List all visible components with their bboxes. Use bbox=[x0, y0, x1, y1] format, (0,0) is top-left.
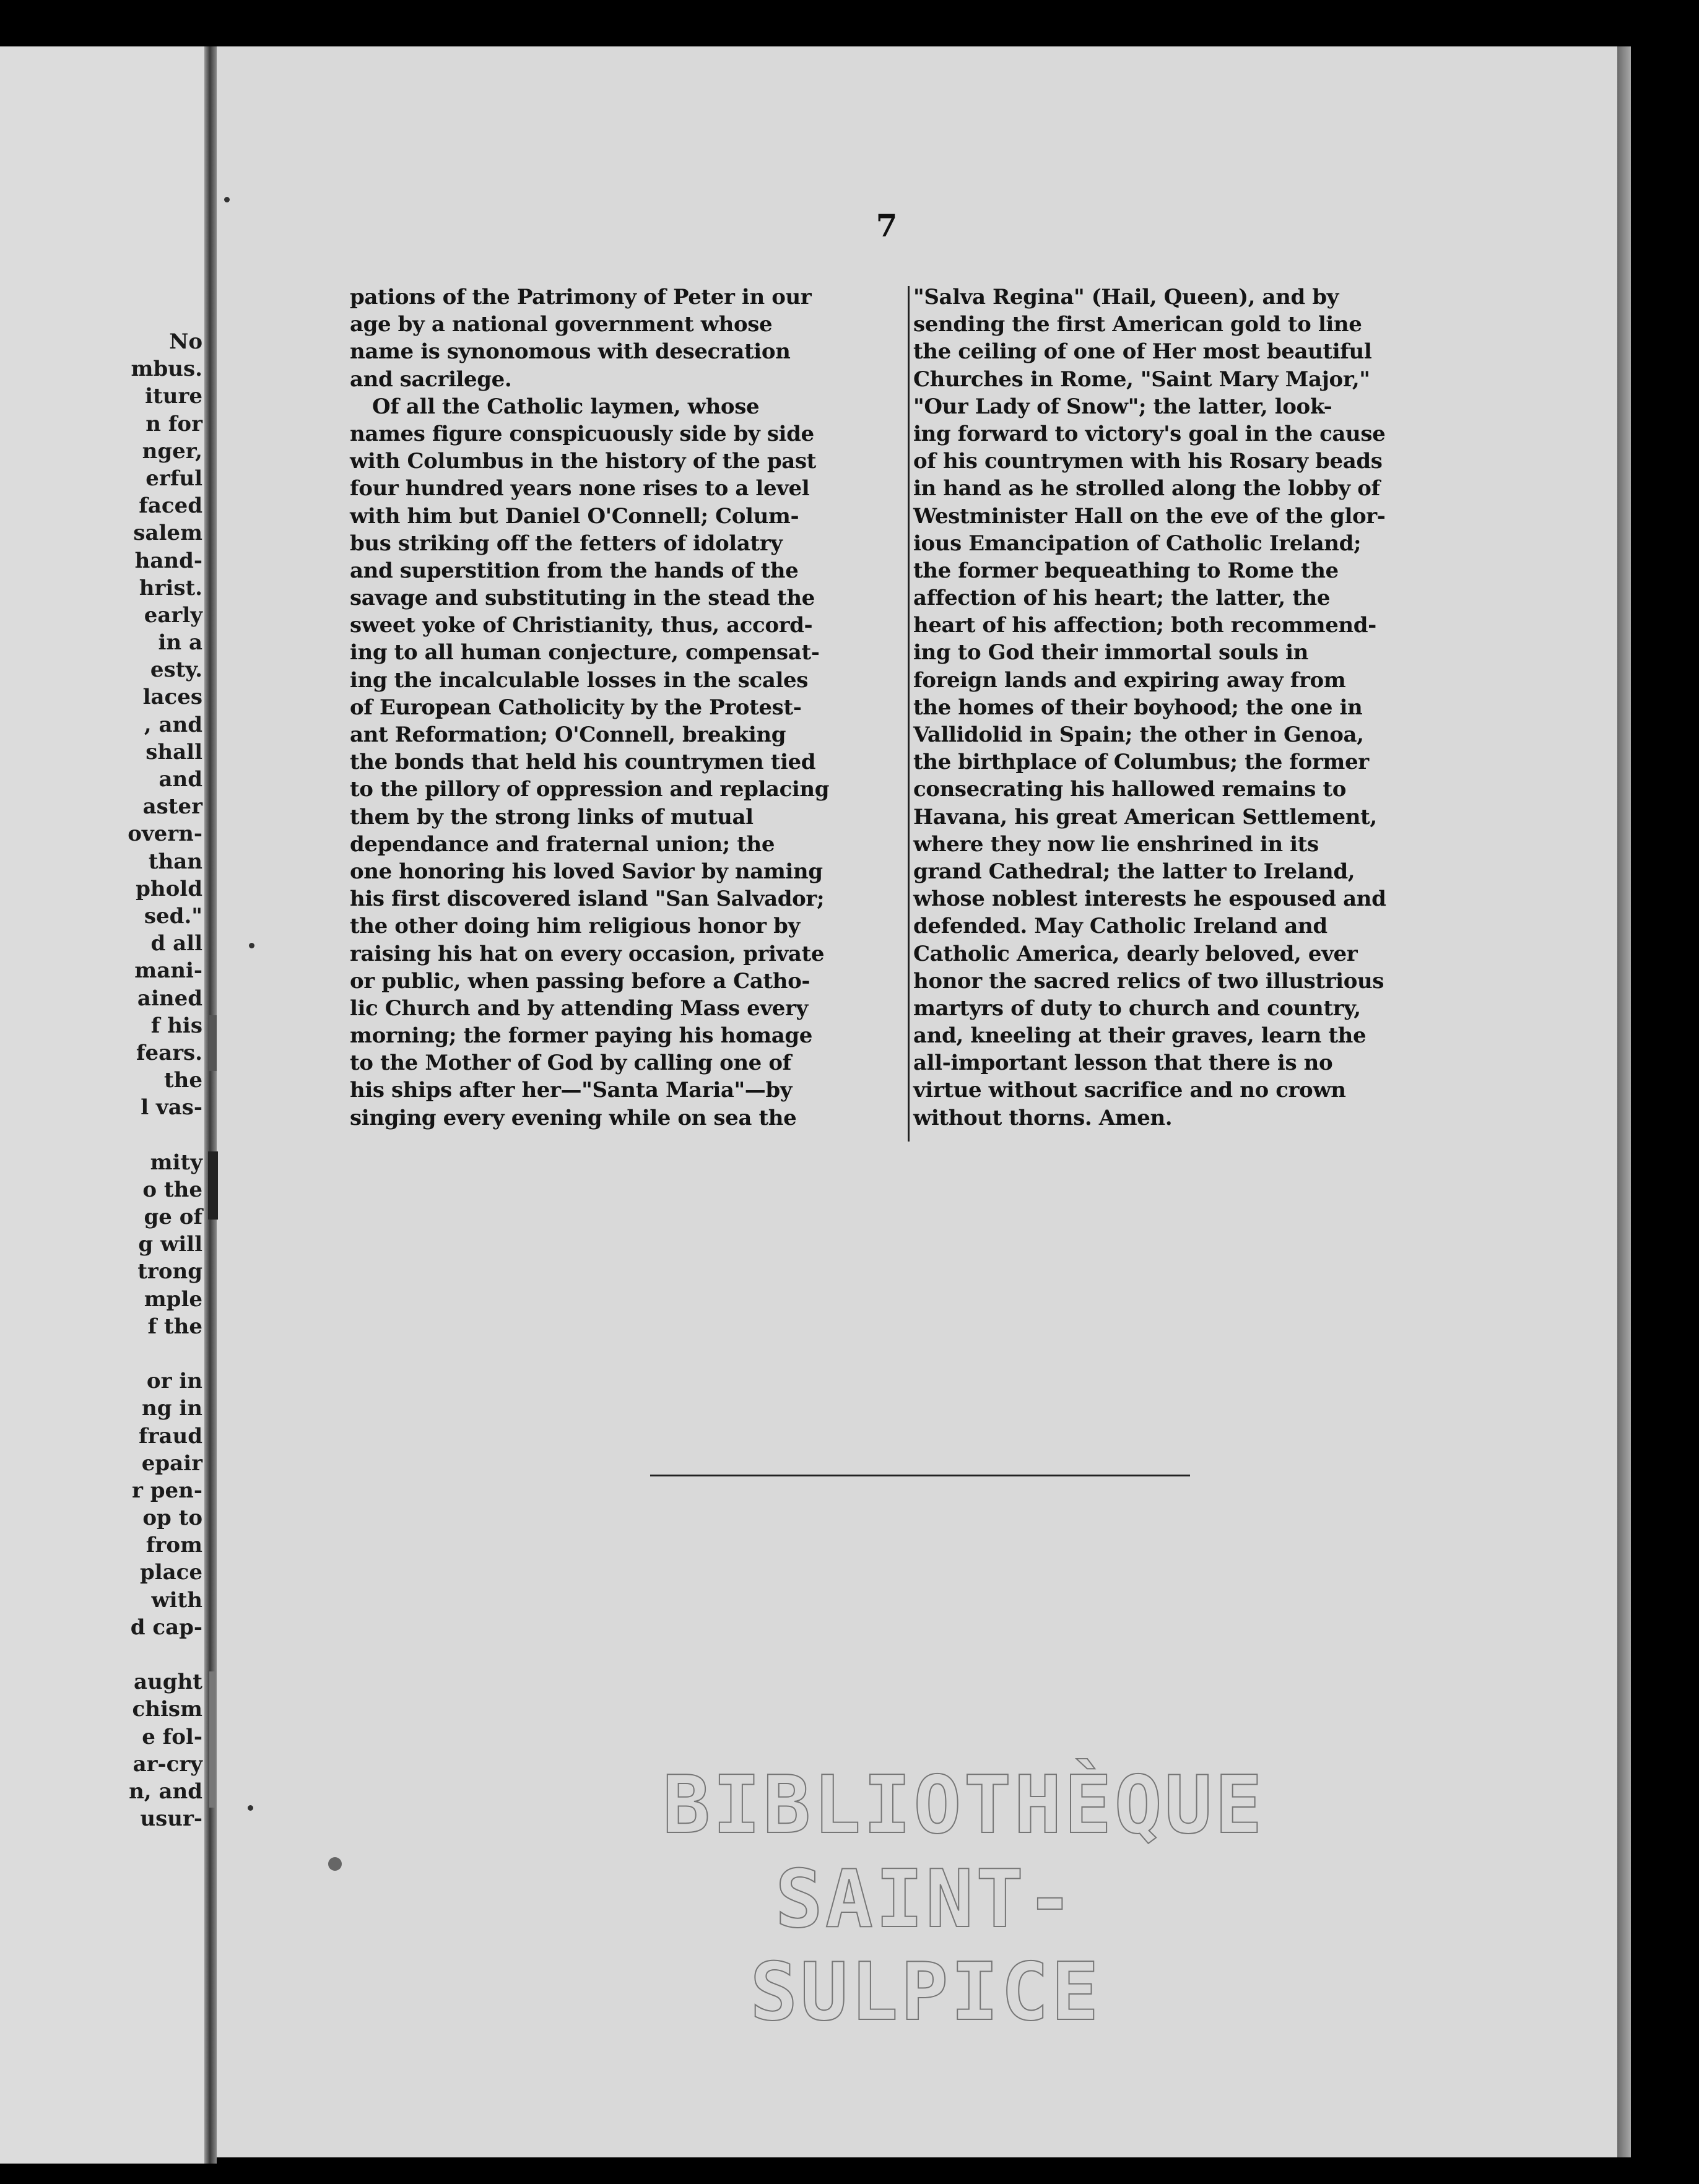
library-stamp bbox=[663, 1758, 1265, 2039]
left-page-line: aster bbox=[142, 794, 202, 820]
binding-hole-mark bbox=[248, 1805, 253, 1811]
text-line: defended. May Catholic Ireland and bbox=[913, 914, 1327, 939]
left-page-line: n for bbox=[146, 411, 202, 436]
text-line: bus striking off the fetters of idolatry bbox=[350, 531, 783, 556]
left-page-line: laces bbox=[142, 685, 202, 710]
text-line: "Our Lady of Snow"; the latter, look- bbox=[913, 394, 1332, 419]
text-line: all-important lesson that there is no bbox=[913, 1051, 1333, 1076]
left-page-line: ar-cry bbox=[133, 1751, 202, 1777]
left-page-line: mani- bbox=[134, 958, 202, 984]
text-line: the homes of their boyhood; the one in bbox=[913, 695, 1363, 720]
text-line: to the pillory of oppression and replacing bbox=[350, 777, 830, 802]
text-line: virtue without sacrifice and no crown bbox=[913, 1078, 1346, 1103]
left-page-line: n, and bbox=[129, 1779, 202, 1804]
text-line: the ceiling of one of Her most beautiful bbox=[913, 339, 1372, 365]
text-line: singing every evening while on sea the bbox=[350, 1105, 797, 1130]
binding-hole-mark bbox=[224, 197, 230, 202]
left-page-sliver bbox=[0, 46, 207, 2164]
binding-thread bbox=[209, 1015, 217, 1071]
left-page-line: l vas- bbox=[141, 1095, 202, 1120]
left-page-line: phold bbox=[136, 876, 202, 901]
text-line: ing to God their immortal souls in bbox=[913, 640, 1308, 665]
left-page-line: and bbox=[159, 767, 202, 792]
text-line: them by the strong links of mutual bbox=[350, 804, 754, 830]
text-line: the other doing him religious honor by bbox=[350, 914, 800, 939]
left-page-line: f his bbox=[150, 1013, 202, 1038]
left-page-line: faced bbox=[139, 493, 202, 519]
text-line: in hand as he strolled along the lobby of bbox=[913, 476, 1380, 501]
left-page-line: , and bbox=[144, 712, 202, 737]
left-page-line: in a bbox=[158, 630, 202, 656]
left-page-line: o the bbox=[142, 1177, 202, 1202]
text-line: grand Cathedral; the latter to Ireland, bbox=[913, 859, 1355, 884]
text-line: lic Church and by attending Mass every bbox=[350, 995, 808, 1021]
text-line: whose noblest interests he espoused and bbox=[913, 886, 1386, 912]
text-line: four hundred years none rises to a level bbox=[350, 476, 810, 501]
left-page-line bbox=[0, 1121, 202, 1148]
text-line: ing the incalculable losses in the scales bbox=[350, 667, 808, 693]
text-line: Westminister Hall on the eve of the glor- bbox=[913, 503, 1386, 529]
left-page-line: early bbox=[144, 602, 202, 628]
left-page-line: iture bbox=[145, 384, 202, 409]
binding-thread bbox=[208, 1151, 218, 1220]
left-page-line: salem bbox=[133, 521, 202, 546]
left-page-line: aught bbox=[134, 1670, 202, 1695]
text-line: Of all the Catholic laymen, whose bbox=[372, 394, 760, 419]
left-page-line: esty. bbox=[150, 657, 202, 683]
text-line: the former bequeathing to Rome the bbox=[913, 558, 1339, 583]
text-line: to the Mother of God by calling one of bbox=[350, 1051, 791, 1076]
left-page-line: d all bbox=[150, 931, 202, 956]
stamp-line: SAINT-SULPICE bbox=[750, 1853, 1102, 2039]
text-line: age by a national government whose bbox=[350, 312, 773, 337]
text-line: ious Emancipation of Catholic Ireland; bbox=[913, 531, 1362, 556]
end-rule bbox=[650, 1475, 1190, 1476]
right-text-column bbox=[913, 284, 1447, 1132]
left-page-line: r pen- bbox=[132, 1478, 202, 1503]
left-page-line: d cap- bbox=[130, 1614, 202, 1640]
text-line: one honoring his loved Savior by naming bbox=[350, 859, 823, 884]
text-line: and sacrilege. bbox=[350, 366, 512, 392]
text-line: Churches in Rome, "Saint Mary Major," bbox=[913, 366, 1370, 392]
text-line: his first discovered island "San Salvador; bbox=[350, 886, 825, 912]
stamp-line: BIBLIOTHÈQUE bbox=[663, 1759, 1265, 1852]
text-line: consecrating his hallowed remains to bbox=[913, 777, 1347, 802]
left-page-line: mbus. bbox=[131, 357, 202, 382]
text-line: affection of his heart; the latter, the bbox=[913, 586, 1331, 611]
left-page-line: or in bbox=[146, 1369, 202, 1394]
text-line: ing to all human conjecture, compensat- bbox=[350, 640, 820, 665]
text-line: the bonds that held his countrymen tied bbox=[350, 750, 816, 775]
left-page-line: e fol- bbox=[142, 1724, 202, 1749]
left-page-line: fraud bbox=[138, 1423, 202, 1449]
left-page-line: place bbox=[139, 1560, 202, 1585]
binding-hole-mark bbox=[249, 943, 254, 948]
left-page-text bbox=[0, 328, 202, 1832]
text-line: and superstition from the hands of the bbox=[350, 558, 799, 583]
left-page-line: ained bbox=[137, 986, 202, 1011]
left-page-line: trong bbox=[137, 1259, 202, 1285]
text-line: or public, when passing before a Catho- bbox=[350, 968, 810, 994]
left-page-line: shall bbox=[146, 739, 202, 765]
left-page-line: epair bbox=[141, 1450, 202, 1476]
left-page-line: hrist. bbox=[139, 575, 202, 600]
text-line: "Salva Regina" (Hail, Queen), and by bbox=[913, 285, 1339, 310]
left-page-line bbox=[0, 1340, 202, 1367]
left-page-line: usur- bbox=[140, 1806, 202, 1832]
text-line: foreign lands and expiring away from bbox=[913, 667, 1346, 693]
left-page-line: with bbox=[151, 1587, 202, 1613]
text-line: of European Catholicity by the Protest- bbox=[350, 695, 802, 720]
text-line: and, kneeling at their graves, learn the bbox=[913, 1023, 1367, 1049]
left-page-line: chism bbox=[132, 1697, 202, 1722]
left-text-column bbox=[350, 284, 876, 1132]
left-page-line: overn- bbox=[128, 821, 202, 847]
text-line: sweet yoke of Christianity, thus, accord- bbox=[350, 613, 813, 638]
left-page-line: f the bbox=[147, 1314, 202, 1339]
left-page-line: nger, bbox=[142, 438, 202, 464]
left-page-line: from bbox=[146, 1533, 202, 1558]
left-page-line: No bbox=[169, 329, 202, 354]
left-page-line: op to bbox=[142, 1506, 202, 1531]
left-page-line: ge of bbox=[144, 1205, 202, 1229]
text-line: honor the sacred relics of two illustrious bbox=[913, 968, 1384, 994]
text-line: Havana, his great American Settlement, bbox=[913, 804, 1377, 830]
binding-thread bbox=[209, 1671, 215, 1808]
left-page-line: fears. bbox=[136, 1040, 202, 1065]
left-page-line: mple bbox=[144, 1286, 202, 1312]
left-page-line bbox=[0, 1641, 202, 1668]
text-line: sending the first American gold to line bbox=[913, 312, 1362, 337]
left-page-line: erful bbox=[146, 466, 202, 491]
binding-hole-mark bbox=[328, 1857, 342, 1871]
left-page-line: than bbox=[148, 849, 202, 874]
text-line: name is synonomous with desecration bbox=[350, 339, 791, 365]
left-page-line: g will bbox=[138, 1232, 202, 1257]
text-line: dependance and fraternal union; the bbox=[350, 831, 775, 857]
text-line: the birthplace of Columbus; the former bbox=[913, 750, 1369, 775]
text-line: names figure conspicuously side by side bbox=[350, 421, 814, 446]
text-line: savage and substituting in the stead the bbox=[350, 586, 815, 611]
text-line: ing forward to victory's goal in the cause bbox=[913, 421, 1386, 446]
text-line: his ships after her—"Santa Maria"—by bbox=[350, 1078, 793, 1103]
text-line: with him but Daniel O'Connell; Colum- bbox=[350, 503, 799, 529]
left-page-line: hand- bbox=[134, 548, 202, 573]
text-line: of his countrymen with his Rosary beads bbox=[913, 449, 1383, 474]
left-page-line: sed." bbox=[144, 903, 202, 929]
text-line: where they now lie enshrined in its bbox=[913, 831, 1319, 857]
column-divider bbox=[908, 286, 910, 1142]
text-line: pations of the Patrimony of Peter in our bbox=[350, 285, 812, 310]
page-number: 7 bbox=[876, 207, 898, 244]
page-edge bbox=[1617, 46, 1631, 2157]
text-line: heart of his affection; both recommend- bbox=[913, 613, 1376, 638]
left-page-line: ng in bbox=[142, 1396, 202, 1421]
text-line: Catholic America, dearly beloved, ever bbox=[913, 941, 1358, 966]
left-page-line: the bbox=[163, 1068, 202, 1093]
text-line: martyrs of duty to church and country, bbox=[913, 995, 1361, 1021]
left-page-line: mity bbox=[150, 1150, 202, 1175]
text-line: raising his hat on every occasion, private bbox=[350, 941, 825, 966]
text-line: Vallidolid in Spain; the other in Genoa, bbox=[913, 722, 1364, 747]
text-line: with Columbus in the history of the past bbox=[350, 449, 816, 474]
text-line: ant Reformation; O'Connell, breaking bbox=[350, 722, 786, 747]
text-line: without thorns. Amen. bbox=[913, 1105, 1173, 1130]
book-gutter bbox=[204, 46, 217, 2164]
text-line: morning; the former paying his homage bbox=[350, 1023, 812, 1049]
